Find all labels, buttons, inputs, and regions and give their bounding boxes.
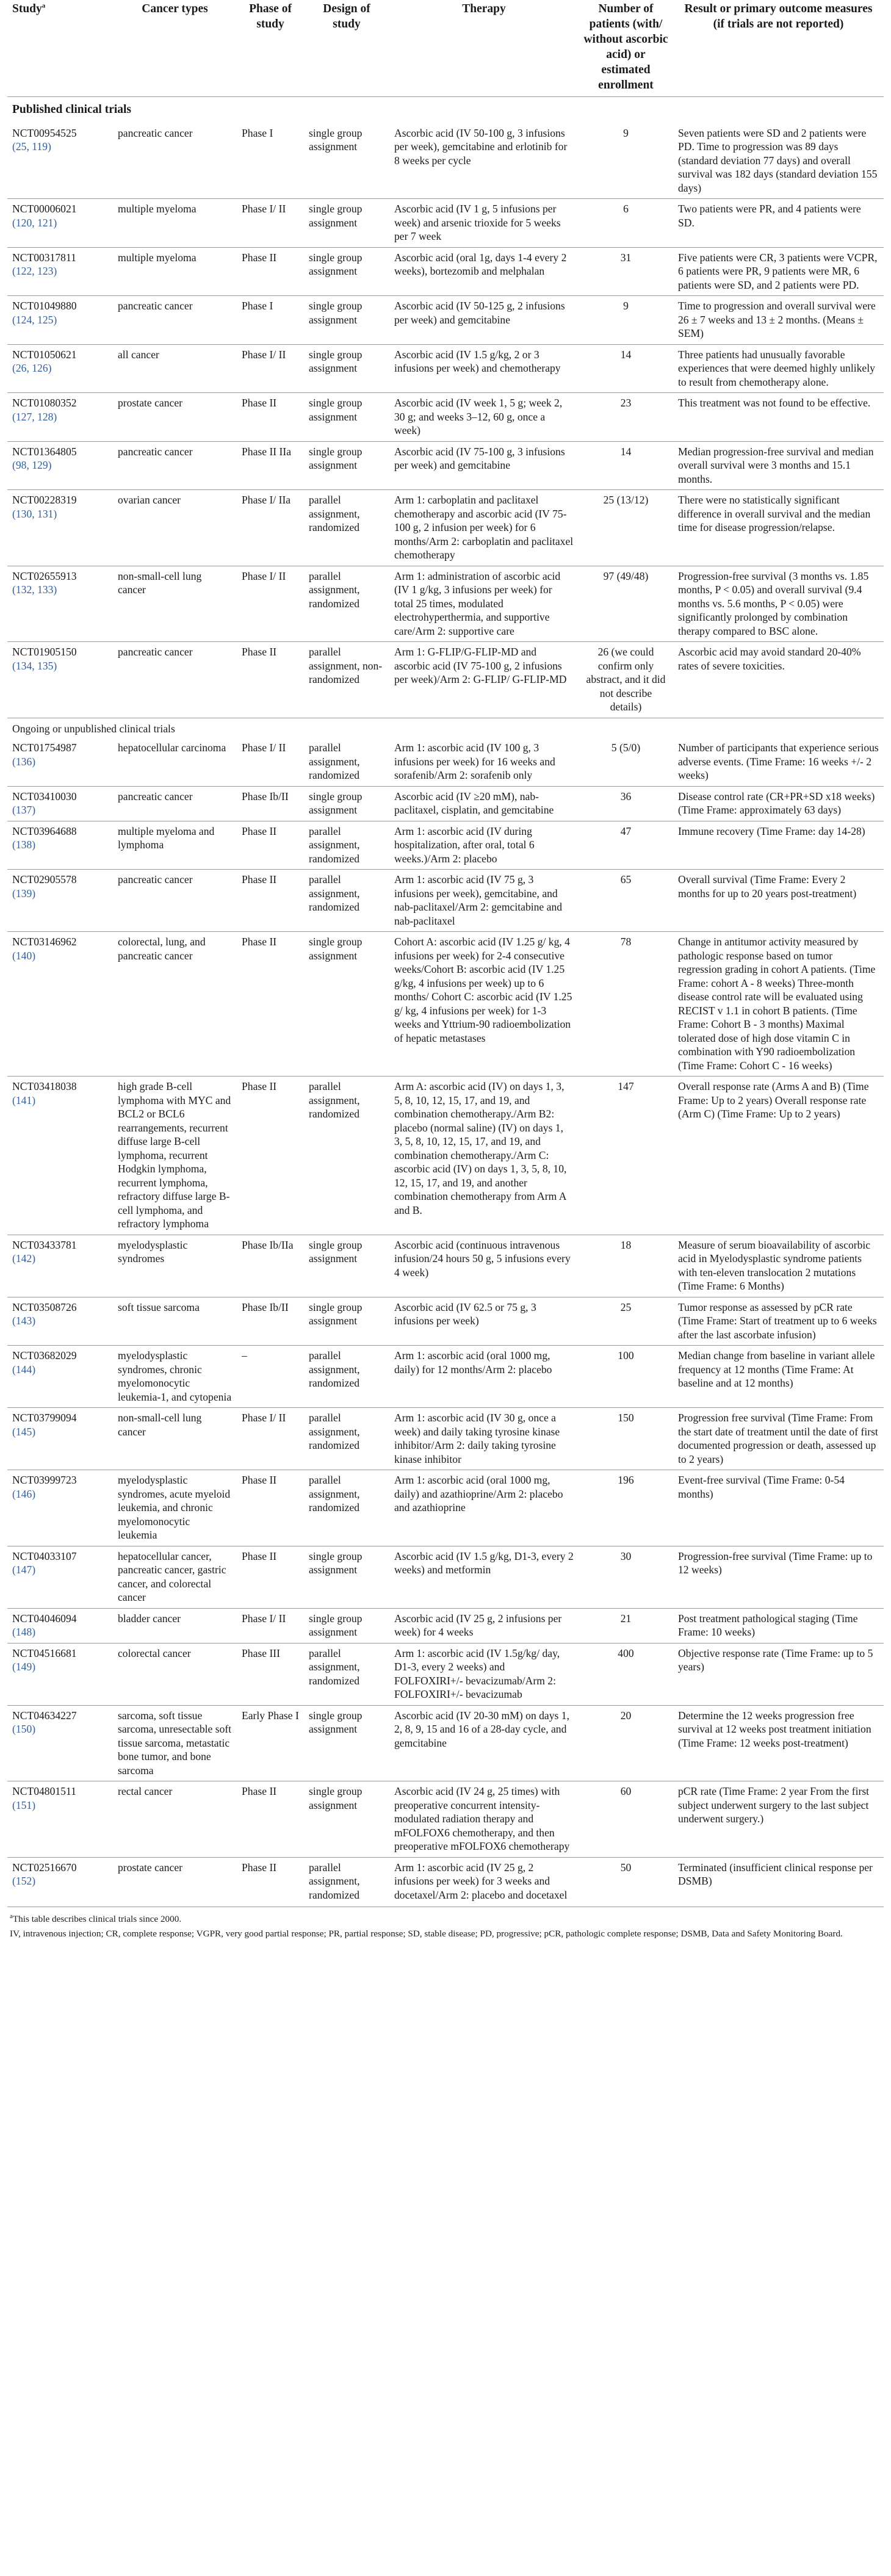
cell-result: Median progression-free survival and median overall survival were 3 months and 15.1 months. (673, 441, 884, 490)
cell-patients: 9 (579, 296, 673, 345)
trial-id: NCT01050621 (12, 348, 77, 361)
table-row (7, 1857, 884, 1905)
cell-result: Two patients were PR, and 4 patients were SD. (673, 199, 884, 248)
col-header-cancer-types: Cancer types (142, 2, 208, 15)
reference-link[interactable]: (142) (12, 1252, 36, 1265)
table-row (7, 821, 884, 870)
table-row (7, 738, 884, 786)
cell-design: single group assignment (304, 441, 389, 490)
trial-id: NCT04033107 (12, 1550, 77, 1562)
cell-therapy: Ascorbic acid (IV 1.5 g/kg, D1-3, every 2 weeks) and metformin (389, 1546, 579, 1608)
reference-link[interactable]: (143) (12, 1315, 36, 1327)
trial-id: NCT01905150 (12, 646, 77, 658)
cell-result: Tumor response as assessed by pCR rate (Time Frame: Start of treatment up to 6 weeks after the last ascorbate infusion) (673, 1297, 884, 1346)
table-row (7, 932, 884, 1077)
cell-study (7, 1705, 113, 1781)
cell-design: single group assignment (304, 1705, 389, 1781)
reference-link[interactable]: (26, 126) (12, 362, 52, 374)
cell-design: parallel assignment, randomized (309, 741, 360, 781)
cell-cancer-types: hepatocellular carcinoma (118, 741, 226, 754)
table-row (7, 441, 884, 490)
cell-therapy: Arm 1: ascorbic acid (oral 1000 mg, daily) and azathioprine/Arm 2: placebo and azathioprine (389, 1470, 579, 1546)
col-header-result: Result or primary outcome measures (if trials are not reported) (684, 2, 873, 31)
cell-phase: Phase I/ IIa (237, 490, 304, 566)
trial-id: NCT03508726 (12, 1301, 77, 1313)
reference-link[interactable]: (149) (12, 1661, 36, 1673)
cell-patients: 20 (579, 1705, 673, 1781)
cell-cancer-types: colorectal, lung, and pancreatic cancer (113, 932, 237, 1077)
cell-result: Event-free survival (Time Frame: 0-54 months) (673, 1470, 884, 1546)
cell-phase: Phase II (237, 1470, 304, 1546)
cell-cancer-types: pancreatic cancer (113, 786, 237, 821)
cell-design: single group assignment (304, 1546, 389, 1608)
cell-result: Objective response rate (Time Frame: up to 5 years) (673, 1643, 884, 1705)
cell-study (7, 1408, 113, 1470)
table-row (7, 1470, 884, 1546)
cell-patients: 65 (579, 870, 673, 932)
cell-study (7, 247, 113, 296)
cell-study (7, 1235, 113, 1297)
cell-result: Overall response rate (Arms A and B) (Time Frame: Up to 2 years) Overall response rate (Arm C) (Time Frame: Up to 2 years) (673, 1077, 884, 1235)
cell-patients: 60 (579, 1781, 673, 1858)
cell-cancer-types: soft tissue sarcoma (113, 1297, 237, 1346)
cell-study (7, 441, 113, 490)
cell-therapy: Ascorbic acid (IV 75-100 g, 3 infusions per week) and gemcitabine (389, 441, 579, 490)
cell-study (7, 1857, 113, 1905)
reference-link[interactable]: (120, 121) (12, 216, 57, 229)
cell-therapy: Arm A: ascorbic acid (IV) on days 1, 3, 5, 8, 10, 12, 15, 17, and 19, and combination chemotherapy./Arm B2: placebo (normal saline) (IV) on days 1, 3, 5, 8, 10, 12, 15, 17, and 19, and combination chemotherapy./Arm C: ascorbic acid (IV) on days 1, 3, 5, 8, 10, 12, 15, 17, and 19, and another combination chemotherapy from Arm A and B. (389, 1077, 579, 1235)
reference-link[interactable]: (134, 135) (12, 659, 57, 672)
trial-id: NCT01364805 (12, 445, 77, 458)
cell-patients: 9 (623, 126, 629, 139)
cell-result: Post treatment pathological staging (Time Frame: 10 weeks) (673, 1608, 884, 1643)
cell-phase: Phase II IIa (237, 441, 304, 490)
trial-id: NCT03964688 (12, 824, 77, 837)
cell-phase: Phase II (237, 247, 304, 296)
cell-patients: 14 (579, 344, 673, 393)
cell-patients: 31 (579, 247, 673, 296)
cell-phase: Phase I/ II (237, 1608, 304, 1643)
table-row (7, 1643, 884, 1705)
cell-design: single group assignment (304, 786, 389, 821)
cell-therapy: Arm 1: ascorbic acid (IV 1.5g/kg/ day, D1-3, every 2 weeks) and FOLFOXIRI+/- bevacizumab/Arm 2: FOLFOXIRI+/- bevacizumab (389, 1643, 579, 1705)
cell-therapy: Arm 1: administration of ascorbic acid (IV 1 g/kg, 3 infusions per week) for total 25 times, modulated electrohyperthermia, and supportive care/Arm 2: supportive care (389, 566, 579, 642)
footnote-scope: $^a$This table describes clinical trials since 2000. (10, 1912, 182, 1924)
cell-result: Disease control rate (CR+PR+SD x18 weeks) (Time Frame: approximately 63 days) (673, 786, 884, 821)
reference-link[interactable]: (124, 125) (12, 313, 57, 326)
cell-patients: 78 (579, 932, 673, 1077)
reference-link[interactable]: (146) (12, 1487, 36, 1500)
reference-link[interactable]: (137) (12, 804, 36, 816)
cell-phase: Phase II (237, 1546, 304, 1608)
cell-result: Overall survival (Time Frame: Every 2 months for up to 20 years post-treatment) (673, 870, 884, 932)
cell-study (7, 786, 113, 821)
cell-result: Three patients had unusually favorable experiences that were deemed highly unlikely to result from chemotherapy alone. (673, 344, 884, 393)
reference-link[interactable]: (147) (12, 1564, 36, 1576)
cell-design: single group assignment (309, 126, 363, 153)
cell-cancer-types: pancreatic cancer (113, 296, 237, 345)
cell-result: Change in antitumor activity measured by pathologic response based on tumor regression grading in cohort A patients. (Time Frame: cohort A - 8 weeks) Three-month disease control rate will be evaluated using RECIST v 1.1 in cohort B patients. (Time Frame: Cohort B - 3 months) Maximal tolerated dose of high dose vitamin C in combination with Y90 radioembolization (Time Frame: Cohort C - 16 weeks) (673, 932, 884, 1077)
cell-therapy: Ascorbic acid (IV 1 g, 5 infusions per week) and arsenic trioxide for 5 weeks per 7 week (389, 199, 579, 248)
cell-therapy: Ascorbic acid (IV 1.5 g/kg, 2 or 3 infusions per week) and chemotherapy (389, 344, 579, 393)
trial-id: NCT01049880 (12, 300, 77, 312)
cell-study (7, 642, 113, 718)
cell-result: Number of participants that experience serious adverse events. (Time Frame: 16 weeks +/- 2 weeks) (678, 741, 879, 781)
reference-link[interactable]: (132, 133) (12, 583, 57, 596)
cell-design: single group assignment (304, 199, 389, 248)
cell-cancer-types: hepatocellular cancer, pancreatic cancer, gastric cancer, and colorectal cancer (113, 1546, 237, 1608)
cell-phase: Phase I/ II (237, 566, 304, 642)
cell-study (7, 738, 113, 786)
cell-patients: 196 (579, 1470, 673, 1546)
reference-link[interactable]: (136) (12, 755, 36, 768)
cell-phase: – (237, 1346, 304, 1408)
trial-id: NCT02516670 (12, 1861, 77, 1874)
cell-patients: 97 (49/48) (579, 566, 673, 642)
table-footnotes (7, 1907, 884, 1940)
cell-design: parallel assignment, randomized (304, 1470, 389, 1546)
cell-result: Determine the 12 weeks progression free survival at 12 weeks post treatment initiation (Time Frame: 12 weeks post-treatment) (673, 1705, 884, 1781)
reference-link[interactable]: (145) (12, 1425, 36, 1438)
reference-link[interactable]: (140) (12, 949, 36, 962)
trial-id: NCT04634227 (12, 1709, 77, 1722)
cell-phase: Phase II (237, 1781, 304, 1858)
table-row (7, 642, 884, 718)
cell-patients: 147 (579, 1077, 673, 1235)
cell-phase: Phase II (237, 393, 304, 442)
table-header (7, 0, 884, 97)
col-header-patients: Number of patients (with/ without ascorbic acid) or estimated enrollment (583, 2, 668, 92)
table-row (7, 1346, 884, 1408)
footnote-abbreviations: IV, intravenous injection; CR, complete response; VGPR, very good partial response; PR, partial response; SD, stable disease; PD, progressive; pCR, pathologic complete response; DSMB, Data and Safety Monitoring Board. (10, 1928, 843, 1939)
reference-link[interactable]: (25, 119) (12, 140, 51, 153)
reference-link[interactable]: (152) (12, 1875, 36, 1887)
section-heading: Published clinical trials (12, 103, 132, 116)
cell-therapy: Ascorbic acid (IV 50-100 g, 3 infusions per week), gemcitabine and erlotinib for 8 weeks per cycle (394, 126, 568, 167)
cell-cancer-types: sarcoma, soft tissue sarcoma, unresectable soft tissue sarcoma, metastatic bone tumor, and bone sarcoma (113, 1705, 237, 1781)
cell-study (7, 870, 113, 932)
cell-therapy: Arm 1: ascorbic acid (IV 100 g, 3 infusions per week) for 16 weeks and sorafenib/Arm 2: sorafenib only (394, 741, 555, 781)
cell-patients: 150 (579, 1408, 673, 1470)
cell-phase: Phase I/ II (237, 344, 304, 393)
cell-design: parallel assignment, non-randomized (304, 642, 389, 718)
cell-design: parallel assignment, randomized (304, 821, 389, 870)
cell-phase: Phase I/ II (242, 741, 286, 754)
cell-phase: Phase II (237, 932, 304, 1077)
table-row (7, 247, 884, 296)
cell-cancer-types: multiple myeloma (113, 247, 237, 296)
trial-id: NCT03799094 (12, 1412, 77, 1424)
table-row (7, 199, 884, 248)
cell-cancer-types: multiple myeloma (113, 199, 237, 248)
table-row (7, 1546, 884, 1608)
reference-link[interactable]: (122, 123) (12, 265, 57, 277)
cell-design: single group assignment (304, 344, 389, 393)
cell-design: single group assignment (304, 1235, 389, 1297)
reference-link[interactable]: (130, 131) (12, 507, 57, 520)
cell-cancer-types: myelodysplastic syndromes (113, 1235, 237, 1297)
reference-link[interactable]: (148) (12, 1626, 36, 1638)
cell-phase: Early Phase I (237, 1705, 304, 1781)
cell-result: Progression-free survival (Time Frame: up to 12 weeks) (673, 1546, 884, 1608)
cell-patients: 23 (579, 393, 673, 442)
trial-id: NCT03433781 (12, 1238, 77, 1251)
cell-phase: Phase Ib/IIa (237, 1235, 304, 1297)
trial-id: NCT04801511 (12, 1785, 76, 1797)
clinical-trials-table (7, 0, 884, 1905)
cell-cancer-types: colorectal cancer (113, 1643, 237, 1705)
cell-phase: Phase II (237, 821, 304, 870)
table-row (7, 1705, 884, 1781)
trial-id: NCT03682029 (12, 1349, 77, 1362)
cell-phase: Phase II (237, 1857, 304, 1905)
cell-cancer-types: pancreatic cancer (113, 870, 237, 932)
table-row (7, 490, 884, 566)
section-heading: Ongoing or unpublished clinical trials (7, 718, 884, 738)
col-header-design: Design of study (323, 2, 370, 31)
table-row (7, 870, 884, 932)
cell-study (7, 490, 113, 566)
cell-cancer-types: prostate cancer (113, 1857, 237, 1905)
cell-patients: 400 (579, 1643, 673, 1705)
cell-therapy: Arm 1: ascorbic acid (IV 25 g, 2 infusions per week) for 3 weeks and docetaxel/Arm 2: placebo and docetaxel (389, 1857, 579, 1905)
cell-result: Time to progression and overall survival were 26 ± 7 weeks and 13 ± 2 months. (Means ± SEM) (673, 296, 884, 345)
cell-therapy: Arm 1: ascorbic acid (oral 1000 mg, daily) for 12 months/Arm 2: placebo (389, 1346, 579, 1408)
cell-patients: 26 (we could confirm only abstract, and it did not describe details) (579, 642, 673, 718)
cell-cancer-types: all cancer (113, 344, 237, 393)
cell-study (7, 1643, 113, 1705)
cell-study (7, 1546, 113, 1608)
cell-design: single group assignment (304, 1608, 389, 1643)
cell-cancer-types: rectal cancer (113, 1781, 237, 1858)
cell-design: parallel assignment, randomized (304, 1346, 389, 1408)
cell-study (7, 1608, 113, 1643)
reference-link[interactable]: (139) (12, 887, 36, 900)
table-row (7, 786, 884, 821)
cell-phase: Phase Ib/II (237, 1297, 304, 1346)
cell-phase: Phase II (237, 870, 304, 932)
cell-therapy: Arm 1: G-FLIP/G-FLIP-MD and ascorbic acid (IV 75-100 g, 2 infusions per week)/Arm 2: G-FLIP/ G-FLIP-MD (389, 642, 579, 718)
reference-link[interactable]: (141) (12, 1094, 36, 1106)
table-body (7, 97, 884, 1906)
table-row (7, 344, 884, 393)
trial-id: NCT02905578 (12, 873, 77, 886)
trial-id: NCT03999723 (12, 1474, 77, 1486)
cell-cancer-types: pancreatic cancer (118, 126, 193, 139)
cell-patients: 6 (579, 199, 673, 248)
trial-id: NCT04046094 (12, 1612, 77, 1625)
cell-study (7, 932, 113, 1077)
section-row (7, 97, 884, 123)
cell-study (7, 199, 113, 248)
cell-therapy: Arm 1: carboplatin and paclitaxel chemotherapy and ascorbic acid (IV 75-100 g, 2 infusion per week) for 6 months/Arm 2: carboplatin and paclitaxel chemotherapy (389, 490, 579, 566)
table-row (7, 1235, 884, 1297)
cell-phase: Phase II (237, 1077, 304, 1235)
cell-design: single group assignment (304, 1781, 389, 1858)
cell-cancer-types: pancreatic cancer (113, 441, 237, 490)
cell-patients: 25 (13/12) (579, 490, 673, 566)
cell-result: Progression free survival (Time Frame: From the start date of treatment until the date of first documented progression or death, assessed up to 2 years) (673, 1408, 884, 1470)
trial-id: NCT00317811 (12, 251, 76, 264)
cell-cancer-types: non-small-cell lung cancer (113, 566, 237, 642)
cell-phase: Phase I (242, 126, 273, 139)
table-row (7, 1077, 884, 1235)
cell-therapy: Ascorbic acid (IV ≥20 mM), nab-paclitaxel, cisplatin, and gemcitabine (389, 786, 579, 821)
cell-design: parallel assignment, randomized (304, 1857, 389, 1905)
cell-design: parallel assignment, randomized (304, 870, 389, 932)
table-row (7, 1608, 884, 1643)
cell-result: Measure of serum bioavailability of ascorbic acid in Myelodysplastic syndrome patients with ten-eleven translocation 2 mutations (Time Frame: 6 Months) (673, 1235, 884, 1297)
trial-id: NCT01080352 (12, 397, 77, 409)
cell-study (7, 393, 113, 442)
cell-design: parallel assignment, randomized (304, 1643, 389, 1705)
table-row (7, 566, 884, 642)
cell-patients: 47 (579, 821, 673, 870)
reference-link[interactable]: (144) (12, 1363, 36, 1376)
cell-study (7, 821, 113, 870)
trial-id: NCT00006021 (12, 203, 77, 215)
cell-result: pCR rate (Time Frame: 2 year From the first subject underwent surgery to the last subject underwent surgery.) (673, 1781, 884, 1858)
cell-study (7, 1077, 113, 1235)
trial-id: NCT03418038 (12, 1080, 77, 1092)
cell-therapy: Ascorbic acid (IV 50-125 g, 2 infusions per week) and gemcitabine (389, 296, 579, 345)
trial-id: NCT01754987 (12, 741, 77, 754)
col-header-therapy: Therapy (462, 2, 506, 15)
cell-therapy: Arm 1: ascorbic acid (IV 75 g, 3 infusions per week), gemcitabine, and nab-paclitaxel/Arm 2: gemcitabine and nab-paclitaxel (389, 870, 579, 932)
cell-patients: 14 (579, 441, 673, 490)
cell-patients: 36 (579, 786, 673, 821)
trial-id: NCT03146962 (12, 936, 77, 948)
cell-patients: 21 (579, 1608, 673, 1643)
cell-cancer-types: non-small-cell lung cancer (113, 1408, 237, 1470)
cell-cancer-types: bladder cancer (113, 1608, 237, 1643)
cell-result: Seven patients were SD and 2 patients were PD. Time to progression was 89 days (standard deviation 77 days) and overall survival was 182 days (standard deviation 155 days) (678, 126, 878, 194)
cell-therapy: Ascorbic acid (IV week 1, 5 g; week 2, 30 g; and weeks 3–12, 60 g, once a week) (389, 393, 579, 442)
table-row (7, 123, 884, 199)
table-row (7, 393, 884, 442)
cell-therapy: Cohort A: ascorbic acid (IV 1.25 g/ kg, 4 infusions per week) for 2-4 consecutive weeks/Cohort B: ascorbic acid (IV 1.25 g/kg, 4 infusions per week) up to 6 months/ Cohort C: ascorbic acid (IV 1.25 g/ kg, 4 infusions per week) for 1-3 weeks and Yttrium-90 radioembolization of hepatic metastases (389, 932, 579, 1077)
reference-link[interactable]: (98, 129) (12, 459, 52, 471)
cell-cancer-types: multiple myeloma and lymphoma (113, 821, 237, 870)
cell-cancer-types: high grade B-cell lymphoma with MYC and BCL2 or BCL6 rearrangements, recurrent diffuse large B-cell lymphoma, recurrent Hodgkin lymphoma, recurrent lymphoma, refractory diffuse large B-cell lymphoma, and refractory lymphoma (113, 1077, 237, 1235)
trial-id: NCT02655913 (12, 569, 77, 582)
cell-cancer-types: myelodysplastic syndromes, chronic myelomonocytic leukemia-1, and cytopenia (113, 1346, 237, 1408)
cell-result: Immune recovery (Time Frame: day 14-28) (673, 821, 884, 870)
cell-phase: Phase I (237, 296, 304, 345)
cell-study (7, 123, 113, 199)
cell-result: Five patients were CR, 3 patients were VCPR, 6 patients were PR, 9 patients were MR, 6 patients were SD, and 2 patients were PD. (673, 247, 884, 296)
cell-design: parallel assignment, randomized (304, 566, 389, 642)
cell-study (7, 1346, 113, 1408)
cell-result: This treatment was not found to be effective. (673, 393, 884, 442)
reference-link[interactable]: (138) (12, 839, 36, 851)
cell-therapy: Ascorbic acid (continuous intravenous infusion/24 hours 50 g, 5 infusions every 4 week) (389, 1235, 579, 1297)
cell-cancer-types: pancreatic cancer (113, 642, 237, 718)
cell-result: Progression-free survival (3 months vs. 1.85 months, P < 0.05) and overall survival (9.4 months vs. 5.6 months, P < 0.05) were significantly prolonged by combination therapy compared to BSC alone. (673, 566, 884, 642)
cell-phase: Phase Ib/II (237, 786, 304, 821)
section-row (7, 718, 884, 738)
cell-therapy: Ascorbic acid (IV 25 g, 2 infusions per week) for 4 weeks (389, 1608, 579, 1643)
cell-design: single group assignment (304, 393, 389, 442)
cell-therapy: Ascorbic acid (IV 24 g, 25 times) with preoperative concurrent intensity-modulated radiation therapy and mFOLFOX6 chemotherapy, and then preoperative mFOLFOX6 chemotherapy (389, 1781, 579, 1858)
reference-link[interactable]: (150) (12, 1723, 36, 1735)
cell-study (7, 1781, 113, 1858)
cell-patients: 25 (579, 1297, 673, 1346)
cell-patients: 50 (579, 1857, 673, 1905)
cell-study (7, 1297, 113, 1346)
cell-phase: Phase II (237, 642, 304, 718)
table-row (7, 1297, 884, 1346)
cell-patients: 5 (5/0) (611, 741, 641, 754)
clinical-trials-table-page (7, 0, 884, 1940)
cell-result: There were no statistically significant difference in overall survival and the median time for disease progression/relapse. (673, 490, 884, 566)
trial-id: NCT04516681 (12, 1647, 77, 1659)
cell-patients: 100 (579, 1346, 673, 1408)
reference-link[interactable]: (127, 128) (12, 410, 57, 423)
cell-patients: 30 (579, 1546, 673, 1608)
table-row (7, 296, 884, 345)
cell-phase: Phase I/ II (237, 1408, 304, 1470)
cell-design: single group assignment (304, 296, 389, 345)
table-row (7, 1781, 884, 1858)
cell-study (7, 296, 113, 345)
cell-result: Terminated (insufficient clinical response per DSMB) (673, 1857, 884, 1905)
cell-design: single group assignment (304, 932, 389, 1077)
reference-link[interactable]: (151) (12, 1799, 36, 1811)
cell-therapy: Arm 1: ascorbic acid (IV 30 g, once a week) and daily taking tyrosine kinase inhibitor/Arm 2: daily taking tyrosine kinase inhibitor (389, 1408, 579, 1470)
cell-design: parallel assignment, randomized (304, 1077, 389, 1235)
cell-design: single group assignment (304, 1297, 389, 1346)
cell-phase: Phase I/ II (237, 199, 304, 248)
cell-therapy: Arm 1: ascorbic acid (IV during hospitalization, after oral, total 6 weeks.)/Arm 2: placebo (389, 821, 579, 870)
cell-study (7, 1470, 113, 1546)
trial-id: NCT03410030 (12, 790, 77, 803)
cell-design: single group assignment (304, 247, 389, 296)
cell-study (7, 344, 113, 393)
col-header-phase: Phase of study (249, 2, 292, 31)
cell-design: parallel assignment, randomized (304, 1408, 389, 1470)
cell-therapy: Ascorbic acid (IV 20-30 mM) on days 1, 2, 8, 9, 15 and 16 of a 28-day cycle, and gemcitabine (389, 1705, 579, 1781)
cell-cancer-types: ovarian cancer (113, 490, 237, 566)
cell-cancer-types: prostate cancer (113, 393, 237, 442)
trial-id: NCT00228319 (12, 494, 77, 506)
cell-design: parallel assignment, randomized (304, 490, 389, 566)
cell-cancer-types: myelodysplastic syndromes, acute myeloid leukemia, and chronic myelomonocytic leukemia (113, 1470, 237, 1546)
cell-therapy: Ascorbic acid (IV 62.5 or 75 g, 3 infusions per week) (389, 1297, 579, 1346)
cell-result: Ascorbic acid may avoid standard 20-40% rates of severe toxicities. (673, 642, 884, 718)
trial-id: NCT00954525 (12, 126, 77, 139)
col-header-study: Study$^a$ (12, 2, 46, 15)
cell-result: Median change from baseline in variant allele frequency at 12 months (Time Frame: At baseline and at 12 months) (673, 1346, 884, 1408)
cell-phase: Phase III (237, 1643, 304, 1705)
cell-patients: 18 (579, 1235, 673, 1297)
cell-therapy: Ascorbic acid (oral 1g, days 1-4 every 2 weeks), bortezomib and melphalan (389, 247, 579, 296)
table-row (7, 1408, 884, 1470)
cell-study (7, 566, 113, 642)
